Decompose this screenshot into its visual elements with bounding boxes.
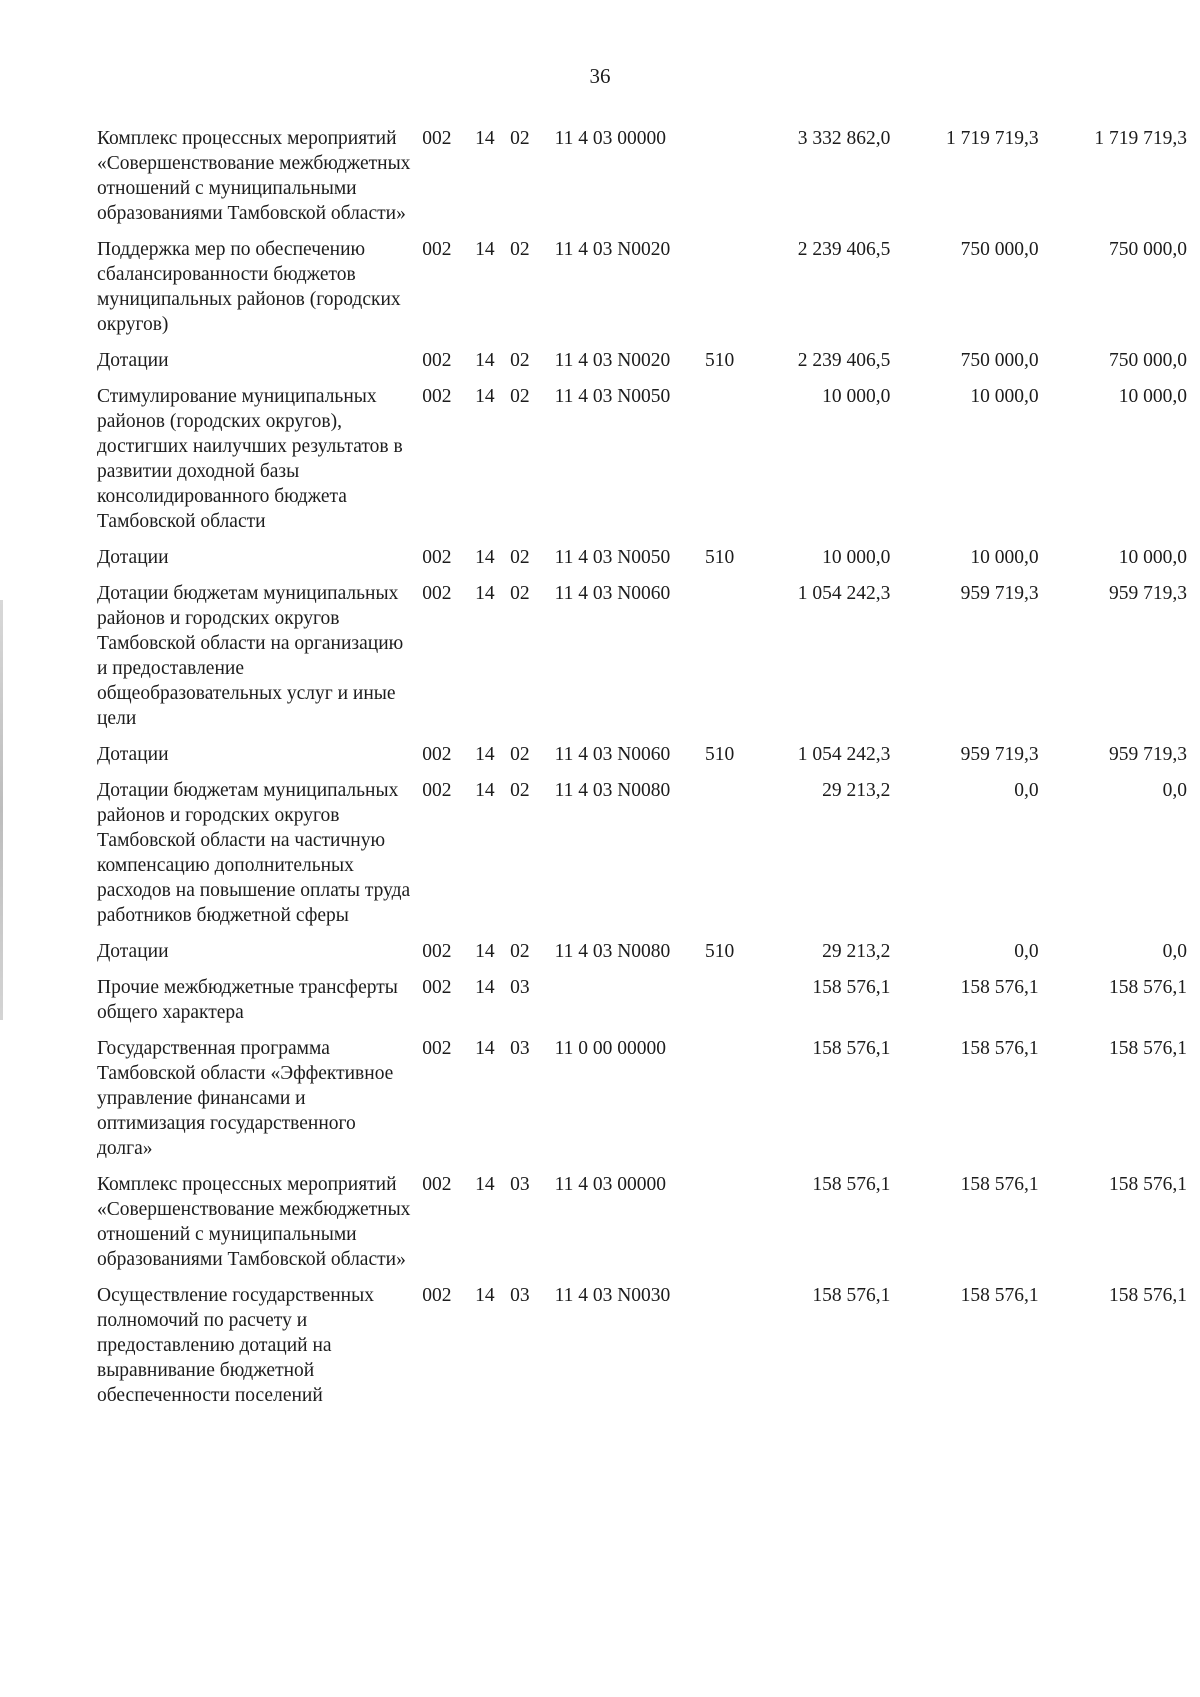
row-year2: 0,0: [1014, 780, 1039, 801]
table-row: [97, 545, 1187, 581]
row-year2: 0,0: [1014, 941, 1039, 962]
row-name: Осуществление государственных полномочий по расчету и предоставлению дотаций на выравнивание бюджетной обеспеченности поселений: [97, 1285, 374, 1406]
row-year1: 2 239 406,5: [797, 239, 891, 260]
row-year3: 0,0: [1162, 941, 1187, 962]
row-vr: [705, 237, 763, 348]
row-csr: 11 0 00 00000: [554, 1038, 666, 1059]
table-row: [97, 939, 1187, 975]
row-csr: 11 4 03 N0030: [554, 1285, 671, 1306]
row-vr: [705, 975, 763, 1036]
row-csr: 11 4 03 N0020: [554, 239, 671, 260]
row-pr: 02: [510, 744, 530, 765]
table-row: [97, 581, 1187, 742]
row-year1: 10 000,0: [822, 386, 891, 407]
row-rz: 14: [475, 128, 495, 149]
row-rz: 14: [475, 1174, 495, 1195]
row-pr: 03: [510, 977, 530, 998]
row-gr: 002: [422, 780, 452, 801]
row-year3: 10 000,0: [1118, 386, 1187, 407]
row-year2: 959 719,3: [960, 744, 1039, 765]
row-csr: 11 4 03 N0060: [554, 744, 671, 765]
row-year3: 0,0: [1162, 780, 1187, 801]
row-rz: 14: [475, 583, 495, 604]
table-row: [97, 384, 1187, 545]
row-year3: 10 000,0: [1118, 547, 1187, 568]
row-pr: 03: [510, 1285, 530, 1306]
row-csr: 11 4 03 N0050: [554, 386, 671, 407]
row-rz: 14: [475, 780, 495, 801]
row-year1: 158 576,1: [812, 1038, 891, 1059]
row-pr: 03: [510, 1174, 530, 1195]
row-year1: 158 576,1: [812, 977, 891, 998]
row-gr: 002: [422, 350, 452, 371]
row-year3: 158 576,1: [1109, 1174, 1187, 1195]
row-name: Комплекс процессных мероприятий «Совершенствование межбюджетных отношений с муниципальными образованиями Тамбовской области»: [97, 1174, 411, 1270]
row-vr: [705, 1283, 763, 1419]
row-csr: 11 4 03 N0080: [554, 941, 671, 962]
row-rz: 14: [475, 744, 495, 765]
row-name: Дотации: [97, 350, 169, 371]
row-year3: 158 576,1: [1109, 977, 1187, 998]
row-pr: 03: [510, 1038, 530, 1059]
row-gr: 002: [422, 386, 452, 407]
row-csr: 11 4 03 00000: [554, 1174, 666, 1195]
row-csr: [555, 975, 705, 1036]
row-year2: 750 000,0: [960, 350, 1039, 371]
row-year1: 10 000,0: [822, 547, 891, 568]
row-pr: 02: [510, 386, 530, 407]
row-gr: 002: [422, 547, 452, 568]
row-gr: 002: [422, 1038, 452, 1059]
row-year3: 158 576,1: [1109, 1285, 1187, 1306]
row-name: Прочие межбюджетные трансферты общего характера: [97, 977, 398, 1023]
row-year2: 10 000,0: [970, 386, 1039, 407]
row-name: Комплекс процессных мероприятий «Совершенствование межбюджетных отношений с муниципальными образованиями Тамбовской области»: [97, 128, 411, 224]
table-row: [97, 742, 1187, 778]
row-year3: 959 719,3: [1109, 583, 1187, 604]
row-year3: 959 719,3: [1109, 744, 1187, 765]
row-gr: 002: [422, 128, 452, 149]
row-year1: 158 576,1: [812, 1285, 891, 1306]
row-gr: 002: [422, 977, 452, 998]
row-pr: 02: [510, 128, 530, 149]
row-year1: 29 213,2: [822, 941, 891, 962]
page-number: 36: [589, 64, 611, 88]
row-vr: 510: [704, 350, 735, 371]
row-vr: [705, 126, 763, 237]
row-year1: 1 054 242,3: [797, 744, 891, 765]
row-gr: 002: [422, 239, 452, 260]
row-vr: [705, 1036, 763, 1172]
row-year2: 10 000,0: [970, 547, 1039, 568]
row-vr: 510: [704, 941, 735, 962]
table-row: [97, 1283, 1187, 1419]
table-row: [97, 126, 1187, 237]
row-year2: 158 576,1: [960, 1285, 1039, 1306]
table-row: [97, 348, 1187, 384]
row-vr: [705, 581, 763, 742]
row-year2: 750 000,0: [960, 239, 1039, 260]
row-rz: 14: [475, 1038, 495, 1059]
row-year1: 29 213,2: [822, 780, 891, 801]
row-rz: 14: [475, 547, 495, 568]
row-vr: [705, 1172, 763, 1283]
budget-table: [97, 126, 1187, 1419]
row-year1: 3 332 862,0: [797, 128, 891, 149]
row-year3: 750 000,0: [1109, 350, 1187, 371]
row-csr: 11 4 03 00000: [554, 128, 666, 149]
scan-edge-shadow: [0, 600, 3, 1020]
row-csr: 11 4 03 N0050: [554, 547, 671, 568]
row-gr: 002: [422, 941, 452, 962]
row-gr: 002: [422, 583, 452, 604]
row-name: Дотации бюджетам муниципальных районов и городских округов Тамбовской области на частичную компенсацию дополнительных расходов на повышение оплаты труда работников бюджетной сферы: [97, 780, 411, 926]
row-csr: 11 4 03 N0020: [554, 350, 671, 371]
table-row: [97, 975, 1187, 1036]
row-name: Дотации бюджетам муниципальных районов и городских округов Тамбовской области на организацию и предоставление общеобразовательных услуг и иные цели: [97, 583, 404, 729]
row-vr: 510: [704, 744, 735, 765]
row-name: Государственная программа Тамбовской области «Эффективное управление финансами и оптимизация государственного долга»: [97, 1038, 394, 1159]
row-year2: 158 576,1: [960, 977, 1039, 998]
row-rz: 14: [475, 386, 495, 407]
table-row: [97, 1036, 1187, 1172]
table-body: [97, 126, 1187, 1419]
row-year2: 158 576,1: [960, 1174, 1039, 1195]
table-row: [97, 237, 1187, 348]
row-year1: 158 576,1: [812, 1174, 891, 1195]
row-rz: 14: [475, 350, 495, 371]
row-vr: [705, 384, 763, 545]
row-rz: 14: [475, 1285, 495, 1306]
row-year1: 1 054 242,3: [797, 583, 891, 604]
row-rz: 14: [475, 239, 495, 260]
row-csr: 11 4 03 N0060: [554, 583, 671, 604]
row-gr: 002: [422, 1285, 452, 1306]
row-pr: 02: [510, 780, 530, 801]
row-pr: 02: [510, 239, 530, 260]
row-gr: 002: [422, 744, 452, 765]
row-vr: [705, 778, 763, 939]
row-year1: 2 239 406,5: [797, 350, 891, 371]
row-year3: 750 000,0: [1109, 239, 1187, 260]
row-name: Поддержка мер по обеспечению сбалансированности бюджетов муниципальных районов (городских округов): [97, 239, 401, 335]
table-row: [97, 778, 1187, 939]
row-pr: 02: [510, 350, 530, 371]
row-year2: 158 576,1: [960, 1038, 1039, 1059]
row-year3: 158 576,1: [1109, 1038, 1187, 1059]
row-gr: 002: [422, 1174, 452, 1195]
row-csr: 11 4 03 N0080: [554, 780, 671, 801]
row-name: Дотации: [97, 744, 169, 765]
table-row: [97, 1172, 1187, 1283]
row-vr: 510: [704, 547, 735, 568]
row-name: Стимулирование муниципальных районов (городских округов), достигших наилучших результатов в развитии доходной базы консолидированного бюджета Тамбовской области: [97, 386, 403, 532]
row-pr: 02: [510, 941, 530, 962]
row-year3: 1 719 719,3: [1094, 128, 1187, 149]
row-pr: 02: [510, 547, 530, 568]
row-name: Дотации: [97, 547, 169, 568]
row-year2: 959 719,3: [960, 583, 1039, 604]
row-pr: 02: [510, 583, 530, 604]
row-name: Дотации: [97, 941, 169, 962]
row-rz: 14: [475, 977, 495, 998]
row-year2: 1 719 719,3: [946, 128, 1039, 149]
row-rz: 14: [475, 941, 495, 962]
